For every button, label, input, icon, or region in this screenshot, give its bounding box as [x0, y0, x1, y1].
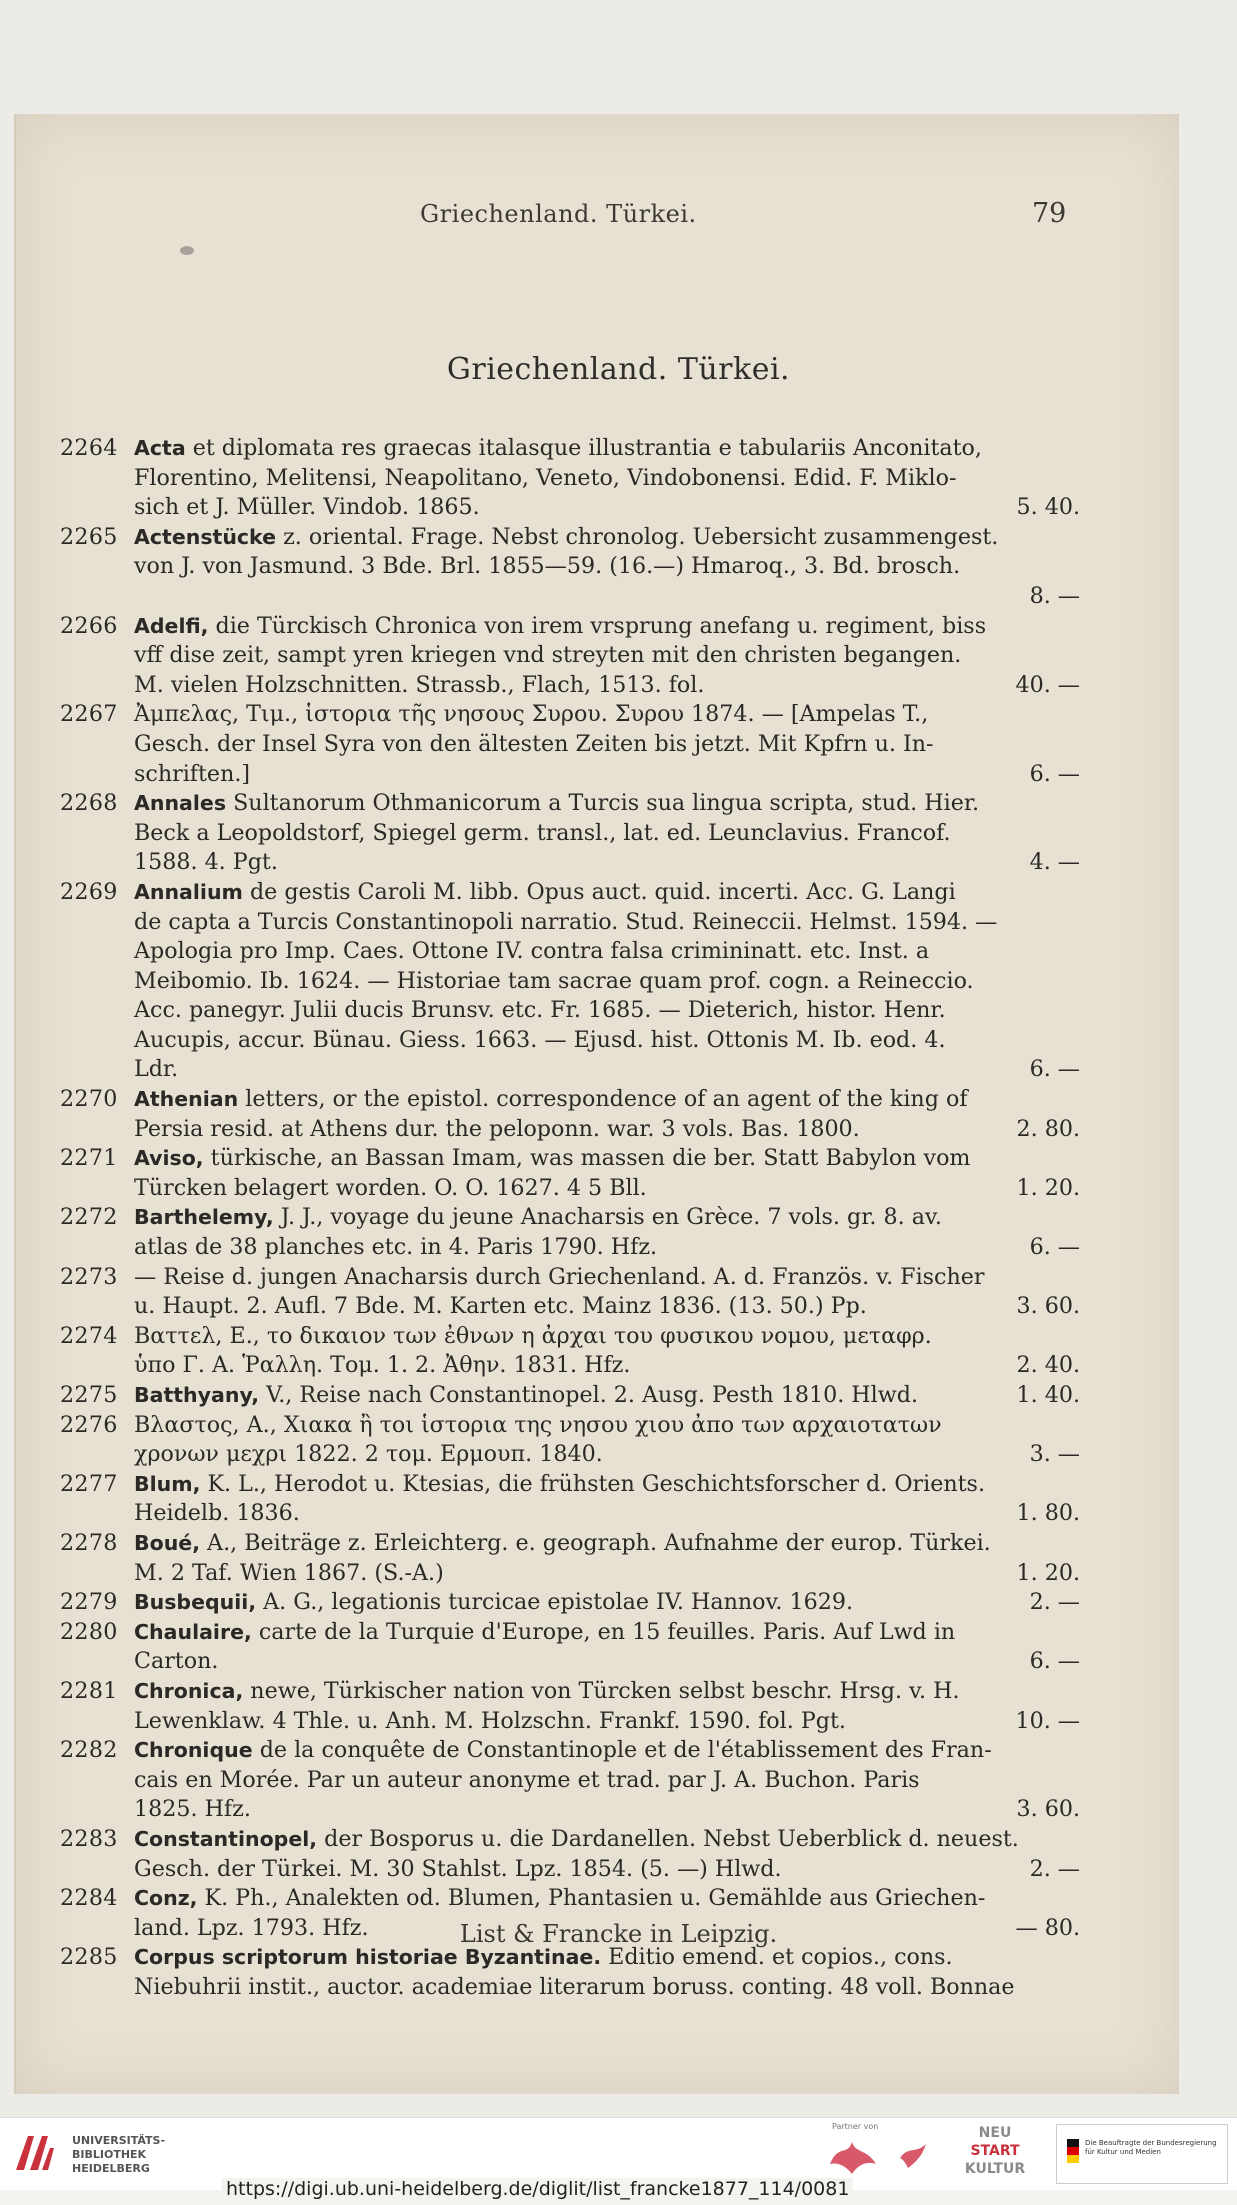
- entry-text: [134, 1618, 1080, 1677]
- entry-text: [134, 700, 1080, 789]
- entry-line-text: letters, or the epistol. correspondence of an agent of the king of: [238, 1086, 968, 1113]
- catalogue-entry: [60, 1677, 1080, 1736]
- entry-line-text: Florentino, Melitensi, Neapolitano, Veneto, Vindobonensi. Edid. F. Miklo-: [134, 464, 957, 491]
- neustart-kultur-logo: [960, 2124, 1030, 2186]
- entry-line: [134, 1618, 1080, 1648]
- partner-bird-icon: [898, 2138, 928, 2174]
- entry-headword: Chaulaire,: [134, 1619, 252, 1644]
- catalogue-entry: [60, 434, 1080, 523]
- entry-line: [134, 1884, 1080, 1914]
- entry-text: [134, 1322, 1080, 1381]
- entry-price: 1. 20.: [1016, 1559, 1080, 1586]
- entry-line-text: Acc. panegyr. Julii ducis Brunsv. etc. Fr. 1685. — Dieterich, histor. Henr.: [134, 997, 946, 1024]
- entry-line: [134, 1647, 1080, 1677]
- entry-price: 2. —: [1029, 1589, 1080, 1616]
- entry-line: [134, 1470, 1080, 1500]
- library-name-line: UNIVERSITÄTS-: [72, 2134, 166, 2147]
- entry-line-text: 1588. 4. Pgt.: [134, 849, 278, 876]
- entry-headword: Chronica,: [134, 1678, 244, 1703]
- entry-headword: Adelfi,: [134, 613, 209, 638]
- entry-text: [134, 1529, 1080, 1588]
- entry-text: [134, 1677, 1080, 1736]
- entry-line-text: Türcken belagert worden. O. O. 1627. 4 5 Bll.: [134, 1174, 647, 1201]
- entry-headword: Batthyany,: [134, 1383, 260, 1407]
- entry-line: [134, 1559, 1080, 1589]
- catalogue-entry: [60, 1588, 1080, 1618]
- entry-headword: Actenstücke: [134, 524, 277, 549]
- entry-line-text: newe, Türkischer nation von Türcken selbst beschr. Hrsg. v. H.: [243, 1677, 960, 1704]
- entry-line: [134, 1825, 1080, 1855]
- entry-line-text: vff dise zeit, sampt yren kriegen vnd streyten mit den christen begangen.: [134, 642, 962, 669]
- entry-price: 6. —: [1029, 1234, 1080, 1261]
- entry-line-text: der Bosporus u. die Dardanellen. Nebst Ueberblick d. neuest.: [317, 1825, 1019, 1852]
- entry-line: [134, 552, 1080, 582]
- catalogue-entry: [60, 1825, 1080, 1884]
- catalogue-entries: [60, 434, 1080, 2002]
- entry-line: [134, 434, 1080, 464]
- entry-number: 2282: [60, 1737, 118, 1764]
- entry-text: [134, 878, 1080, 1085]
- entry-line: [134, 1026, 1080, 1056]
- catalogue-entry: [60, 1381, 1080, 1411]
- catalogue-entry: [60, 1144, 1080, 1203]
- entry-line-text: — Reise d. jungen Anacharsis durch Griechenland. A. d. Französ. v. Fischer: [134, 1263, 985, 1290]
- entry-number: 2283: [60, 1825, 118, 1852]
- entry-headword: Barthelemy,: [134, 1205, 274, 1230]
- entry-text: [134, 612, 1080, 701]
- entry-line-text: χρονων μεχρι 1822. 2 τομ. Ερμουπ. 1840.: [134, 1441, 603, 1468]
- entry-line-text: Βλαστος, Α., Χιακα ἢ τοι ἱστορια της νησου χιου ἀπο των αρχαιοτατων: [134, 1411, 942, 1438]
- entry-line-text: atlas de 38 planches etc. in 4. Paris 1790. Hfz.: [134, 1234, 658, 1261]
- entry-price: 6. —: [1029, 760, 1080, 787]
- entry-line: [134, 612, 1080, 642]
- entry-number: 2274: [60, 1322, 118, 1349]
- entry-line: [134, 996, 1080, 1026]
- entry-price: — 80.: [1015, 1914, 1080, 1941]
- catalogue-entry: [60, 1263, 1080, 1322]
- entry-line: [134, 1529, 1080, 1559]
- entry-line-text: 1825. Hfz.: [134, 1796, 251, 1823]
- entry-line-text: cais en Morée. Par un auteur anonyme et trad. par J. A. Buchon. Paris: [134, 1766, 920, 1793]
- entry-line-text: Meibomio. Ib. 1624. — Historiae tam sacrae quam prof. cogn. a Reineccio.: [134, 967, 974, 994]
- entry-number: 2268: [60, 790, 118, 817]
- entry-headword: Corpus scriptorum historiae Byzantinae.: [134, 1945, 602, 1970]
- entry-text: [134, 1381, 1080, 1411]
- entry-line: [134, 1973, 1080, 2003]
- entry-line: [134, 1233, 1080, 1263]
- entry-line: [134, 493, 1080, 523]
- entry-number: 2265: [60, 523, 118, 550]
- entry-price: 1. 80.: [1016, 1500, 1080, 1527]
- catalogue-entry: [60, 789, 1080, 878]
- running-head: Griechenland. Türkei.: [420, 200, 697, 228]
- entry-text: [134, 1411, 1080, 1470]
- entry-line: [134, 1855, 1080, 1885]
- catalogue-entry: [60, 700, 1080, 789]
- catalogue-entry: [60, 1943, 1080, 2002]
- entry-line-text: türkische, an Bassan Imam, was massen die ber. Statt Babylon vom: [203, 1145, 971, 1172]
- entry-line: [134, 1322, 1080, 1352]
- entry-line: [134, 1263, 1080, 1293]
- entry-price: 2. 80.: [1016, 1115, 1080, 1142]
- entry-number: 2281: [60, 1677, 118, 1704]
- entry-price: 10. —: [1015, 1707, 1080, 1734]
- entry-number: 2271: [60, 1145, 118, 1172]
- entry-price: 1. 40.: [1016, 1382, 1080, 1408]
- entry-line-text: Gesch. der Türkei. M. 30 Stahlst. Lpz. 1854. (5. —) Hlwd.: [134, 1855, 782, 1882]
- entry-number: 2269: [60, 878, 118, 905]
- entry-line: [134, 1766, 1080, 1796]
- entry-text: [134, 1085, 1080, 1144]
- entry-line-text: z. oriental. Frage. Nebst chronolog. Uebersicht zusammengest.: [276, 523, 999, 550]
- entry-headword: Annalium: [134, 879, 243, 904]
- entry-line: [134, 1115, 1080, 1145]
- entry-text: [134, 1736, 1080, 1825]
- entry-line-text: land. Lpz. 1793. Hfz.: [134, 1914, 369, 1941]
- entry-number: 2266: [60, 612, 118, 639]
- entry-number: 2270: [60, 1086, 118, 1113]
- catalogue-entry: [60, 523, 1080, 612]
- entry-line-text: de gestis Caroli M. libb. Opus auct. quid. incerti. Acc. G. Langi: [242, 878, 956, 905]
- catalogue-entry: [60, 878, 1080, 1085]
- entry-headword: Chronique: [134, 1738, 253, 1763]
- entry-line-text: J. J., voyage du jeune Anacharsis en Grèce. 7 vols. gr. 8. av.: [273, 1204, 942, 1231]
- entry-line-text: V., Reise nach Constantinopel. 2. Ausg. Pesth 1810. Hlwd.: [259, 1382, 918, 1408]
- entry-price: 2. —: [1029, 1855, 1080, 1882]
- entry-line: [134, 760, 1080, 790]
- entry-text: [134, 523, 1080, 612]
- publisher-line: List & Francke in Leipzig.: [459, 1920, 778, 1948]
- entry-text: [134, 434, 1080, 523]
- university-library-logo-icon: [12, 2130, 58, 2176]
- entry-line: [134, 1795, 1080, 1825]
- entry-price: 2. 40.: [1016, 1352, 1080, 1379]
- entry-line-text: Ldr.: [134, 1056, 179, 1083]
- entry-number: 2278: [60, 1529, 118, 1556]
- entry-price: 4. —: [1029, 849, 1080, 876]
- entry-number: 2264: [60, 435, 118, 461]
- catalogue-entry: [60, 1736, 1080, 1825]
- entry-line-text: sich et J. Müller. Vindob. 1865.: [134, 494, 480, 521]
- entry-line-text: Persia resid. at Athens dur. the peloponn. war. 3 vols. Bas. 1800.: [134, 1115, 860, 1142]
- entry-line-text: et diplomata res graecas italasque illustrantia e tabulariis Anconitato,: [185, 435, 982, 461]
- entry-line-text: Heidelb. 1836.: [134, 1500, 300, 1527]
- entry-line-text: Niebuhrii instit., auctor. academiae literarum boruss. conting. 48 voll. Bonnae: [134, 1973, 1015, 2000]
- entry-number: 2267: [60, 701, 118, 728]
- entry-line-text: K. L., Herodot u. Ktesias, die frühsten Geschichtsforscher d. Orients.: [200, 1470, 985, 1497]
- entry-line: [134, 1174, 1080, 1204]
- entry-line-text: Apologia pro Imp. Caes. Ottone IV. contra falsa crimininatt. etc. Inst. a: [134, 938, 930, 965]
- entry-line: [134, 1085, 1080, 1115]
- neustart-line: START: [970, 2143, 1020, 2159]
- catalogue-entry: [60, 1470, 1080, 1529]
- entry-line-text: Aucupis, accur. Bünau. Giess. 1663. — Ejusd. hist. Ottonis M. Ib. eod. 4.: [134, 1026, 946, 1053]
- digital-library-flame-icon: [826, 2134, 880, 2178]
- page-number: 79: [1032, 198, 1067, 229]
- catalogue-entry: [60, 1529, 1080, 1588]
- entry-number: 2272: [60, 1204, 118, 1231]
- entry-line: [134, 641, 1080, 671]
- catalogue-entry: [60, 1085, 1080, 1144]
- entry-line: [134, 1411, 1080, 1441]
- entry-line-text: Editio emend. et copios., cons.: [601, 1944, 953, 1971]
- entry-text: [134, 1470, 1080, 1529]
- catalogue-entry: [60, 1411, 1080, 1470]
- entry-line-text: u. Haupt. 2. Aufl. 7 Bde. M. Karten etc. Mainz 1836. (13. 50.) Pp.: [134, 1293, 867, 1320]
- entry-line: [134, 523, 1080, 553]
- entry-number: 2279: [60, 1589, 118, 1616]
- entry-line-text: de capta a Turcis Constantinopoli narratio. Stud. Reineccii. Helmst. 1594. —: [134, 908, 998, 935]
- entry-line-text: K. Ph., Analekten od. Blumen, Phantasien u. Gemählde aus Griechen-: [197, 1885, 986, 1912]
- entry-price: 1. 20.: [1016, 1174, 1080, 1201]
- entry-line: [134, 819, 1080, 849]
- entry-line: [134, 1736, 1080, 1766]
- entry-headword: Annales: [134, 791, 227, 816]
- entry-text: [134, 1263, 1080, 1322]
- entry-line: [134, 700, 1080, 730]
- partner-label: Partner von: [832, 2122, 879, 2131]
- entry-line: [134, 1588, 1080, 1618]
- bkm-text: Die Beauftragte der Bundesregierung für Kultur und Medien: [1085, 2139, 1217, 2156]
- entry-line: [134, 1203, 1080, 1233]
- entry-line: [134, 730, 1080, 760]
- entry-line: [134, 1351, 1080, 1381]
- entry-text: [134, 1943, 1080, 2002]
- entry-line-text: ὑπο Γ. Α. Ῥαλλη. Τομ. 1. 2. Ἀθην. 1831. Hfz.: [134, 1352, 631, 1379]
- entry-number: 2280: [60, 1618, 118, 1645]
- entry-line: [134, 908, 1080, 938]
- entry-headword: Acta: [134, 436, 186, 460]
- entry-line: [134, 848, 1080, 878]
- entry-number: 2284: [60, 1885, 118, 1912]
- entry-line-text: carte de la Turquie d'Europe, en 15 feuilles. Paris. Auf Lwd in: [251, 1618, 956, 1645]
- entry-line-text: Carton.: [134, 1648, 219, 1675]
- entry-line-text: Sultanorum Othmanicorum a Turcis sua lingua scripta, stud. Hier.: [226, 790, 980, 817]
- entry-price: 5. 40.: [1016, 494, 1080, 521]
- entry-line-text: Lewenklaw. 4 Thle. u. Anh. M. Holzschn. Frankf. 1590. fol. Pgt.: [134, 1707, 846, 1734]
- catalogue-entry: [60, 1203, 1080, 1262]
- entry-line-text: M. 2 Taf. Wien 1867. (S.-A.): [134, 1559, 444, 1586]
- entry-line: [134, 878, 1080, 908]
- entry-number: 2273: [60, 1263, 118, 1290]
- entry-line-text: schriften.]: [134, 760, 251, 787]
- entry-text: [134, 1203, 1080, 1262]
- entry-price: 40. —: [1015, 671, 1080, 698]
- entry-text: [134, 1144, 1080, 1203]
- entry-price: 3. 60.: [1016, 1293, 1080, 1320]
- entry-text: [134, 1588, 1080, 1618]
- library-name-line: HEIDELBERG: [72, 2162, 150, 2175]
- entry-headword: Boué,: [134, 1530, 200, 1555]
- entry-price: 6. —: [1029, 1056, 1080, 1083]
- ink-smudge: [180, 246, 194, 255]
- entry-line: [134, 1499, 1080, 1529]
- entry-line-text: von J. von Jasmund. 3 Bde. Brl. 1855—59. (16.—) Hmaroq., 3. Bd. brosch.: [134, 553, 961, 580]
- library-name-line: BIBLIOTHEK: [72, 2148, 147, 2161]
- entry-headword: Busbequii,: [134, 1590, 257, 1615]
- entry-number: 2276: [60, 1411, 118, 1438]
- entry-headword: Blum,: [134, 1471, 201, 1496]
- entry-line-text: A. G., legationis turcicae epistolae IV. Hannov. 1629.: [256, 1589, 854, 1616]
- entry-line-text: Ἀμπελας, Τιμ., ἱστορια τῆς νησους Συρου. Συρου 1874. — [Ampelas T.,: [134, 701, 929, 728]
- entry-text: [134, 789, 1080, 878]
- entry-line: [134, 582, 1080, 612]
- library-name: [72, 2134, 165, 2176]
- entry-number: 2285: [60, 1944, 118, 1971]
- entry-price: 3. —: [1029, 1441, 1080, 1468]
- entry-line-text: Gesch. der Insel Syra von den ältesten Zeiten bis jetzt. Mit Kpfrn u. In-: [134, 730, 934, 757]
- section-title: Griechenland. Türkei.: [446, 352, 791, 387]
- entry-number: 2277: [60, 1470, 118, 1497]
- entry-line: [134, 967, 1080, 997]
- entry-line: [134, 937, 1080, 967]
- entry-headword: Aviso,: [134, 1146, 204, 1171]
- entry-line: [134, 464, 1080, 494]
- entry-line-text: A., Beiträge z. Erleichterg. e. geograph. Aufnahme der europ. Türkei.: [200, 1529, 991, 1556]
- entry-line-text: Βαττελ, Ε., το δικαιον των ἐθνων η ἀρχαι του φυσικου νομου, μεταφρ.: [134, 1322, 932, 1349]
- entry-price: 6. —: [1029, 1648, 1080, 1675]
- entry-line: [134, 1440, 1080, 1470]
- entry-line-text: M. vielen Holzschnitten. Strassb., Flach, 1513. fol.: [134, 671, 705, 698]
- catalogue-entry: [60, 1322, 1080, 1381]
- entry-line-text: die Türckisch Chronica von irem vrsprung anefang u. regiment, biss: [208, 612, 987, 639]
- catalogue-entry: [60, 612, 1080, 701]
- entry-line: [134, 789, 1080, 819]
- entry-line-text: de la conquête de Constantinople et de l'établissement des Fran-: [252, 1737, 992, 1764]
- entry-line: [134, 1055, 1080, 1085]
- entry-line: [134, 1677, 1080, 1707]
- federal-eagle-flag-icon: [1067, 2139, 1079, 2163]
- entry-number: 2275: [60, 1382, 118, 1408]
- neustart-line: KULTUR: [964, 2161, 1026, 2177]
- page-url[interactable]: https://digi.ub.uni-heidelberg.de/diglit/list_francke1877_114/0081: [222, 2178, 853, 2200]
- bkm-logo: [1056, 2124, 1228, 2184]
- entry-price: 3. 60.: [1016, 1796, 1080, 1823]
- entry-headword: Constantinopel,: [134, 1826, 318, 1851]
- entry-line-text: Beck a Leopoldstorf, Spiegel germ. transl., lat. ed. Leunclavius. Francof.: [134, 819, 951, 846]
- entry-line: [134, 1381, 1080, 1411]
- entry-headword: Conz,: [134, 1886, 198, 1911]
- entry-line: [134, 671, 1080, 701]
- entry-headword: Athenian: [134, 1087, 239, 1112]
- entry-line: [134, 1707, 1080, 1737]
- entry-line: [134, 1144, 1080, 1174]
- catalogue-entry: [60, 1618, 1080, 1677]
- entry-text: [134, 1825, 1080, 1884]
- neustart-line: NEU: [978, 2125, 1012, 2141]
- entry-line: [134, 1292, 1080, 1322]
- entry-price: 8. —: [1029, 582, 1080, 609]
